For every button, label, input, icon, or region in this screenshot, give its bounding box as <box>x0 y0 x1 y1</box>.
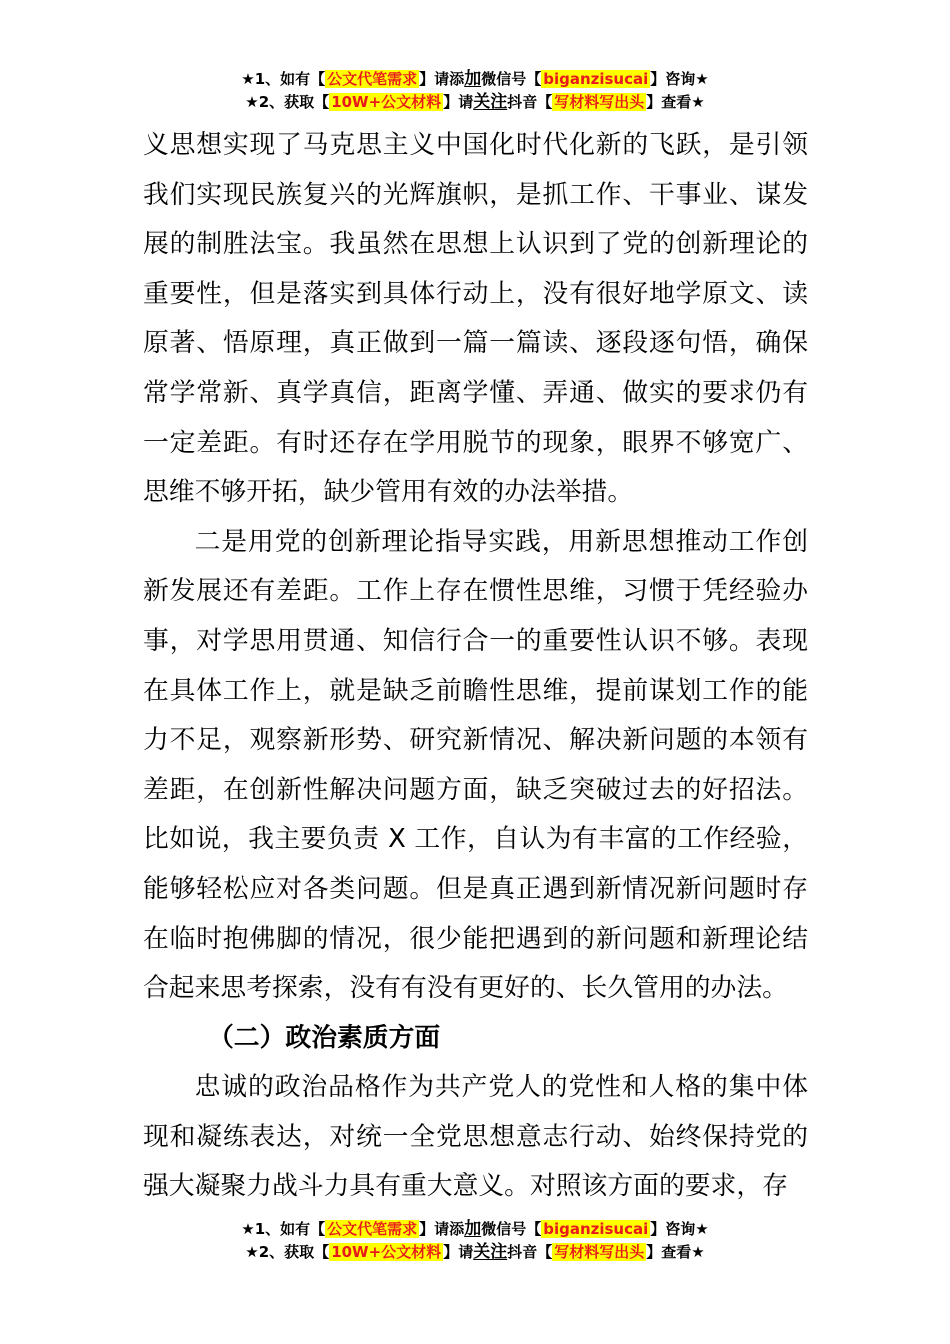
banner-underlined-text: 关注 <box>473 1242 508 1262</box>
banner-line-1 <box>0 1218 950 1241</box>
banner-text: 】咨询★ <box>650 1220 709 1238</box>
banner-text: 抖音【 <box>507 1243 553 1261</box>
paragraph-point-two: 二是用党的创新理论指导实践，用新思想推动工作创新发展还有差距。工作上存在惯性思维，习惯于凭经验办事，对学思用贯通、知信行合一的重要性认识不够。表现在具体工作上，就是缺乏前瞻性思维，提前谋划工作的能力不足，观察新形势、研究新情况、解决新问题的本领有差距，在创新性解决问题方面，缺乏突破过去的好招法。比如说，我主要负责 X 工作，自认为有丰富的工作经验，能够轻松应对各类问题。但是真正遇到新情况新问题时存在临时抱佛脚的情况，很少能把遇到的新问题和新理论结合起来思考探索，没有有没有更好的、长久管用的办法。 <box>143 526 808 1004</box>
section-heading-political-quality: （二）政治素质方面 <box>208 1022 441 1053</box>
banner-underlined-text: 关注 <box>473 92 508 112</box>
paragraph-political-quality: 忠诚的政治品格作为共产党人的党性和人格的集中体现和凝练表达，对统一全党思想意志行动、始终保持党的强大凝聚力战斗力具有重大意义。对照该方面的要求，存 <box>143 1072 808 1202</box>
banner-text: 】请 <box>443 93 474 111</box>
banner-text: 】请添 <box>419 1220 465 1238</box>
header-promo-banner <box>0 68 950 114</box>
banner-highlight-service: 公文代笔需求 <box>327 70 418 88</box>
banner-line-2 <box>0 1241 950 1264</box>
banner-text: ★1、如有【 <box>241 70 326 88</box>
banner-text: 微信号【 <box>481 70 542 88</box>
banner-highlight-douyin-account: 写材料写出头 <box>554 93 645 111</box>
document-body <box>143 121 808 1212</box>
banner-text: 】请 <box>443 1243 474 1261</box>
paragraph-continuation: 义思想实现了马克思主义中国化时代化新的飞跃，是引领我们实现民族复兴的光辉旗帜，是抓工作、干事业、谋发展的制胜法宝。我虽然在思想上认识到了党的创新理论的重要性，但是落实到具体行动上，没有很好地学原文、读原著、悟原理，真正做到一篇一篇读、逐段逐句悟，确保常学常新、真学真信，距离学懂、弄通、做实的要求仍有一定差距。有时还存在学用脱节的现象，眼界不够宽广、思维不够开拓，缺少管用有效的办法举措。 <box>143 130 808 508</box>
banner-highlight-wechat-id: biganzisucai <box>543 1220 649 1238</box>
banner-text: ★1、如有【 <box>241 1220 326 1238</box>
footer-promo-banner <box>0 1218 950 1264</box>
banner-highlight-douyin-account: 写材料写出头 <box>554 1243 645 1261</box>
banner-highlight-materials: 10W+公文材料 <box>331 1243 442 1261</box>
banner-highlight-wechat-id: biganzisucai <box>543 70 649 88</box>
banner-text: 】查看★ <box>646 93 705 111</box>
banner-highlight-materials: 10W+公文材料 <box>331 93 442 111</box>
banner-text: 】查看★ <box>646 1243 705 1261</box>
banner-text: 抖音【 <box>507 93 553 111</box>
banner-text: ★2、获取【 <box>245 1243 330 1261</box>
banner-highlight-service: 公文代笔需求 <box>327 1220 418 1238</box>
banner-text: 微信号【 <box>481 1220 542 1238</box>
banner-text: ★2、获取【 <box>245 93 330 111</box>
banner-line-1 <box>0 68 950 91</box>
banner-underlined-text: 加 <box>464 1219 482 1239</box>
banner-text: 】咨询★ <box>650 70 709 88</box>
banner-underlined-text: 加 <box>464 69 482 89</box>
banner-line-2 <box>0 91 950 114</box>
banner-text: 】请添 <box>419 70 465 88</box>
